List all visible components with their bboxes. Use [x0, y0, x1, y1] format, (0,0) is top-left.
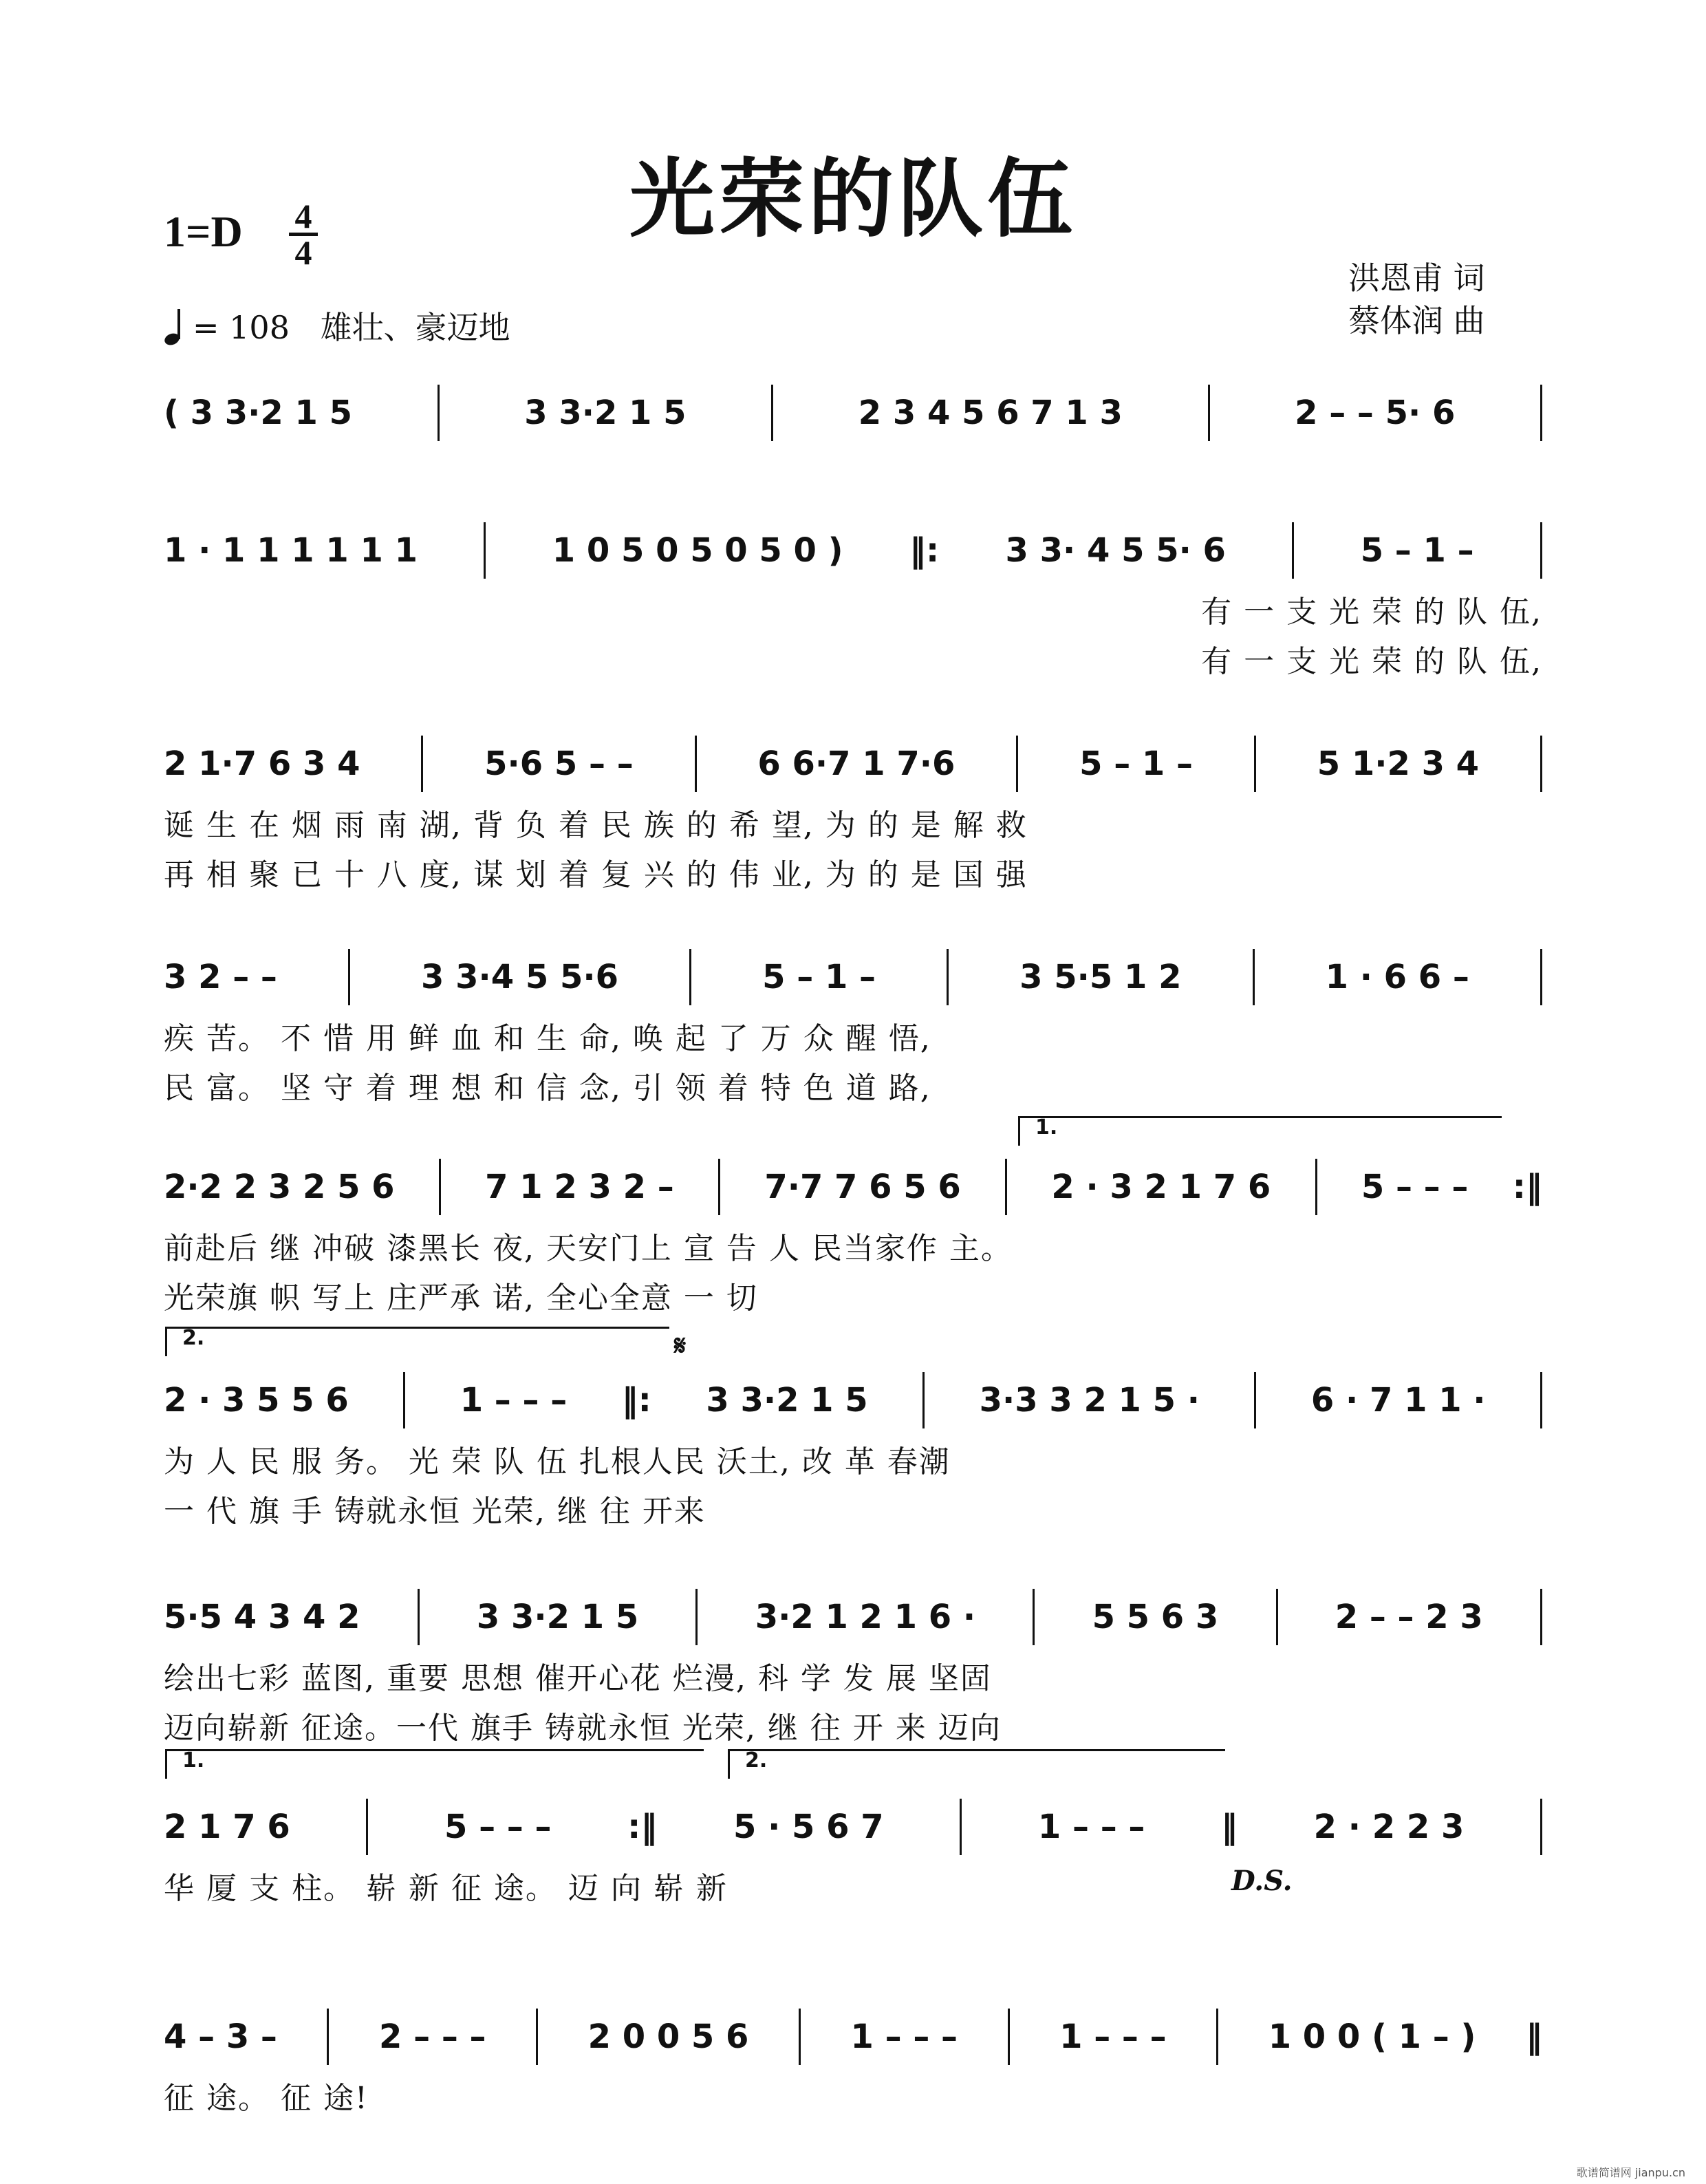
measure-notes: 5 – 1 –	[1360, 531, 1474, 570]
barline	[1216, 2009, 1218, 2065]
barline	[695, 1589, 698, 1645]
barline	[689, 949, 691, 1005]
notation-line	[164, 523, 1542, 578]
measure-notes: 3 3·4 5 5·6	[421, 958, 619, 996]
measure-notes: 7 1 2 3 2 –	[485, 1168, 674, 1206]
notation-line	[164, 736, 1542, 791]
system-2	[164, 523, 1542, 578]
quarter-note-icon	[164, 308, 184, 354]
key-signature: 1=D	[164, 207, 243, 256]
second-ending-bracket-2	[728, 1749, 1225, 1779]
double-barline: ‖	[1525, 2017, 1542, 2056]
system-4	[164, 950, 1542, 1005]
measure-notes: 4 – 3 –	[164, 2017, 277, 2056]
measure-notes: 3 3·2 1 5	[524, 394, 687, 432]
lyric-text: 前赴后 继 冲破 漆黑长 夜, 天安门上 宣 告 人 民当家作 主。	[164, 1231, 1013, 1266]
lyrics-verse-1	[164, 1438, 1542, 1479]
barline	[327, 2009, 329, 2065]
lyric-text: 民 富。 坚 守 着 理 想 和 信 念, 引 领 着 特 色 道 路,	[164, 1071, 931, 1106]
barline	[1276, 1589, 1278, 1645]
measure-notes: 2 · 3 5 5 6	[164, 1381, 349, 1420]
system-3	[164, 736, 1542, 791]
system-6	[164, 1373, 1542, 1428]
notation-line	[164, 950, 1542, 1005]
measure-notes: 2 1·7 6 3 4	[164, 745, 360, 783]
lyrics-verse-2	[164, 1064, 1542, 1106]
system-9	[164, 2009, 1542, 2064]
lyric-text: 诞 生 在 烟 雨 南 湖, 背 负 着 民 族 的 希 望, 为 的 是 解 救	[164, 808, 1028, 843]
measure-notes: 1 – – –	[1037, 1808, 1145, 1846]
barline	[922, 1372, 925, 1428]
measure-notes: 5·5 4 3 4 2	[164, 1598, 360, 1636]
measure-notes: 2 · 3 2 1 7 6	[1051, 1168, 1271, 1206]
measure-notes: 1 · 6 6 –	[1325, 958, 1469, 996]
measure-notes: 3·2 1 2 1 6 ·	[755, 1598, 976, 1636]
barline	[421, 736, 423, 792]
song-title: 光荣的队伍	[629, 149, 1077, 249]
barline	[1540, 1799, 1542, 1855]
measure-notes: ( 3 3·2 1 5	[164, 394, 353, 432]
lyrics-verse-1	[164, 1865, 1542, 1906]
system-7	[164, 1589, 1542, 1645]
double-barline: ‖:	[621, 1381, 651, 1420]
barline	[1253, 949, 1255, 1005]
notation-line	[164, 1799, 1542, 1854]
lyrics-verse-2	[164, 851, 1542, 892]
barline	[947, 949, 949, 1005]
notation-line	[164, 1589, 1542, 1645]
lyric-text: 迈向崭新 征途。一代 旗手 铸就永恒 光荣, 继 往 开 来 迈向	[164, 1711, 1002, 1746]
measure-notes: 2 3 4 5 6 7 1 3	[858, 394, 1123, 432]
measure-notes: 5 – – –	[444, 1808, 552, 1846]
lyrics-verse-1	[164, 588, 1542, 630]
time-signature	[289, 197, 318, 272]
barline	[771, 385, 773, 441]
lyric-text: 一 代 旗 手 铸就永恒 光荣, 继 往 开来	[164, 1494, 706, 1529]
double-barline: ‖	[1221, 1808, 1238, 1846]
lyric-text: 再 相 聚 已 十 八 度, 谋 划 着 复 兴 的 伟 业, 为 的 是 国 强	[164, 857, 1028, 892]
barline	[1540, 1372, 1542, 1428]
barline	[1540, 385, 1542, 441]
measure-notes: 5 – 1 –	[1079, 745, 1194, 783]
barline	[439, 1159, 441, 1215]
barline	[1540, 522, 1542, 579]
barline	[695, 736, 697, 792]
lyric-text: 有 一 支 光 荣 的 队 伍,	[1201, 644, 1542, 679]
lyrics-verse-1	[164, 802, 1542, 843]
measure-notes: 2 0 0 5 6	[587, 2017, 749, 2056]
measure-notes: 2 – – –	[379, 2017, 486, 2056]
measure-notes: 1 – – –	[1059, 2017, 1167, 2056]
measure-notes: 5 1·2 3 4	[1317, 745, 1480, 783]
composer-credit: 蔡体润 曲	[1348, 302, 1485, 339]
barline	[718, 1159, 720, 1215]
lyrics-verse-1	[164, 2075, 1542, 2116]
lyric-text: 为 人 民 服 务。 光 荣 队 伍 扎根人民 沃土, 改 革 春潮	[164, 1444, 951, 1479]
lyric-text: 有 一 支 光 荣 的 队 伍,	[1201, 595, 1542, 630]
lyrics-verse-2	[164, 1704, 1542, 1746]
measure-notes: 2 – – 2 3	[1335, 1598, 1483, 1636]
measure-notes: 7·7 7 6 5 6	[764, 1168, 961, 1206]
barline	[799, 2009, 801, 2065]
volta-2b-label: 2.	[745, 1748, 768, 1773]
barline	[1254, 736, 1256, 792]
barline	[960, 1799, 962, 1855]
time-signature-top: 4	[294, 197, 312, 235]
lyrics-verse-1	[164, 1225, 1542, 1266]
measure-notes: 5 · 5 6 7	[733, 1808, 884, 1846]
lyrics-verse-1	[164, 1655, 1542, 1696]
barline	[1540, 736, 1542, 792]
measure-notes: 6 · 7 1 1 ·	[1310, 1381, 1486, 1420]
measure-notes: 6 6·7 1 7·6	[757, 745, 955, 783]
measure-notes: 3 2 – –	[164, 958, 277, 996]
volta-1b-label: 1.	[182, 1748, 205, 1773]
barline	[1033, 1589, 1035, 1645]
barline	[1005, 1159, 1007, 1215]
barline	[536, 2009, 538, 2065]
time-signature-bottom: 4	[294, 233, 312, 272]
measure-notes: 1 · 1 1 1 1 1 1	[164, 531, 418, 570]
barline	[1008, 2009, 1010, 2065]
barline	[1208, 385, 1210, 441]
system-5	[164, 1159, 1542, 1214]
lyric-text: 华 厦 支 柱。 崭 新 征 途。 迈 向 崭 新	[164, 1871, 728, 1906]
measure-notes: 5 5 6 3	[1092, 1598, 1219, 1636]
measure-notes: 2·2 2 3 2 5 6	[164, 1168, 395, 1206]
lyric-text: 光荣旗 帜 写上 庄严承 诺, 全心全意 一 切	[164, 1281, 758, 1316]
tempo-bpm: = 108	[193, 309, 290, 346]
second-ending-bracket	[165, 1327, 669, 1356]
barline	[1540, 1589, 1542, 1645]
measure-notes: 1 0 5 0 5 0 5 0 )	[552, 531, 843, 570]
barline	[484, 522, 486, 579]
lyric-text: 征 途。 征 途!	[164, 2081, 369, 2116]
barline	[1016, 736, 1018, 792]
measure-notes: 3·3 3 2 1 5 ·	[979, 1381, 1200, 1420]
measure-notes: 5 – – –	[1361, 1168, 1469, 1206]
barline	[418, 1589, 420, 1645]
volta-2-label: 2.	[182, 1326, 205, 1350]
dal-segno-marking: D.S.	[1231, 1865, 1293, 1897]
barline	[403, 1372, 405, 1428]
measure-notes: 5·6 5 – –	[484, 745, 634, 783]
measure-notes: 2 1 7 6	[164, 1808, 290, 1846]
volta-1-label: 1.	[1035, 1115, 1058, 1139]
lyric-text: 绘出七彩 蓝图, 重要 思想 催开心花 烂漫, 科 学 发 展 坚固	[164, 1661, 992, 1696]
segno-sign: 𝄋	[674, 1329, 687, 1362]
double-barline: :‖	[627, 1808, 658, 1846]
measure-notes: 2 – – 5· 6	[1295, 394, 1456, 432]
measure-notes: 1 – – –	[460, 1381, 568, 1420]
barline	[366, 1799, 368, 1855]
system-1	[164, 385, 1542, 440]
lyrics-verse-2	[164, 1274, 1542, 1316]
lyricist-credit: 洪恩甫 词	[1348, 259, 1485, 297]
notation-line	[164, 1159, 1542, 1214]
barline	[348, 949, 350, 1005]
barline	[1315, 1159, 1317, 1215]
barline	[1254, 1372, 1256, 1428]
first-ending-bracket-2	[165, 1749, 704, 1779]
double-barline: ‖:	[909, 531, 940, 570]
measure-notes: 3 3·2 1 5	[706, 1381, 868, 1420]
tempo-marking	[164, 303, 510, 354]
measure-notes: 1 0 0 ( 1 – )	[1268, 2017, 1476, 2056]
notation-line	[164, 385, 1542, 440]
watermark: 歌谱简谱网 jianpu.cn	[1576, 2166, 1685, 2179]
first-ending-bracket	[1018, 1116, 1502, 1146]
lyric-text: 疾 苦。 不 惜 用 鲜 血 和 生 命, 唤 起 了 万 众 醒 悟,	[164, 1021, 931, 1056]
measure-notes: 3 3· 4 5 5· 6	[1005, 531, 1226, 570]
lyrics-verse-2	[164, 1488, 1542, 1529]
lyrics-verse-2	[164, 638, 1542, 679]
barline	[1540, 949, 1542, 1005]
tempo-expression: 雄壮、豪迈地	[320, 309, 510, 346]
barline	[438, 385, 440, 441]
barline	[1292, 522, 1294, 579]
notation-line	[164, 1373, 1542, 1428]
notation-line	[164, 2009, 1542, 2064]
measure-notes: 2 · 2 2 3	[1313, 1808, 1465, 1846]
double-barline: :‖	[1512, 1168, 1542, 1206]
lyrics-verse-1	[164, 1015, 1542, 1056]
system-8	[164, 1799, 1542, 1854]
measure-notes: 5 – 1 –	[762, 958, 876, 996]
measure-notes: 1 – – –	[850, 2017, 958, 2056]
measure-notes: 3 3·2 1 5	[476, 1598, 639, 1636]
measure-notes: 3 5·5 1 2	[1019, 958, 1182, 996]
